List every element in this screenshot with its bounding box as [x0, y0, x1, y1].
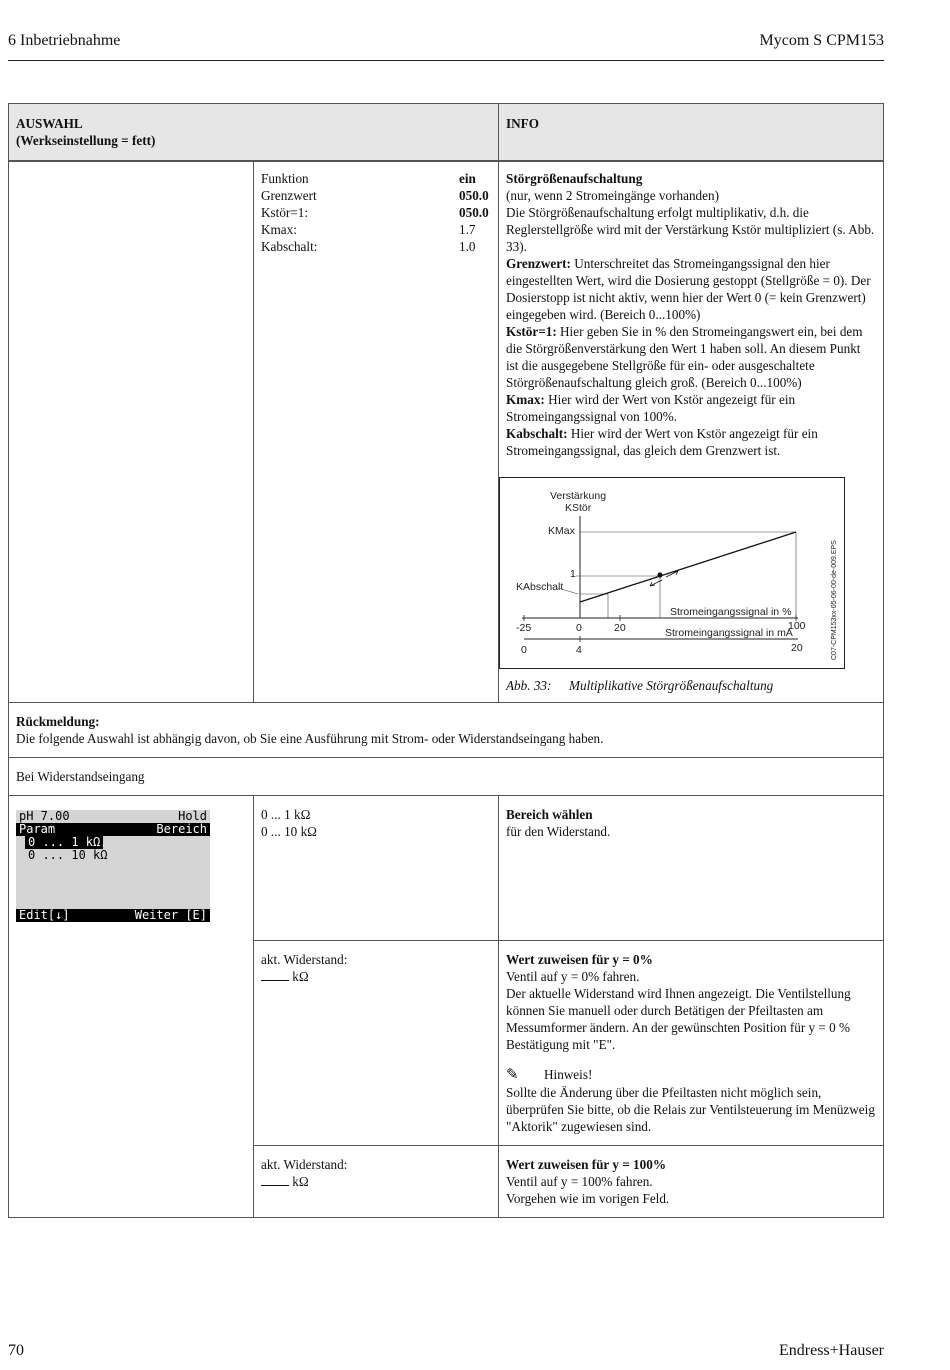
tick-label-ma-0: 0: [521, 644, 527, 656]
figure-diagram: [499, 477, 845, 669]
resistance-value: kΩ: [261, 968, 491, 985]
auswahl-title: AUSWAHL: [16, 116, 83, 131]
info-cell: [499, 796, 884, 941]
section-heading-row: [9, 758, 884, 796]
info-title: Bereich wählen: [506, 807, 593, 822]
note-text: Sollte die Änderung über die Pfeiltasten nicht möglich sein, überprüfen Sie bitte, ob die Relais zur Ventilsteuerung im Menüzweig "Aktorik" zugewiesen sind.: [506, 1085, 875, 1134]
resistance-label: akt. Widerstand:: [261, 952, 348, 967]
lcd-option-selected[interactable]: 0 ... 1 kΩ: [16, 836, 210, 849]
range-option: 0 ... 10 kΩ: [261, 824, 317, 839]
kabschalt-label: KAbschalt: [516, 581, 564, 593]
tick-label-100: 100: [788, 620, 806, 632]
x-label-ma: Stromeingangssignal in mA: [665, 627, 793, 639]
brand-name: Endress+Hauser: [779, 1342, 884, 1359]
y-axis-label-2: KStör: [565, 502, 592, 514]
lcd-display: [16, 810, 210, 922]
x-label-percent: Stromeingangssignal in %: [670, 606, 792, 618]
lcd-next-softkey[interactable]: Weiter [E]: [134, 908, 207, 922]
param-row: Grenzwert 050.0: [261, 188, 489, 203]
info-title: Wert zuweisen für y = 100%: [506, 1157, 667, 1172]
figure-code: C07-CPM153xx-05-06-00-de-009.EPS: [831, 540, 838, 660]
parameter-table: [8, 103, 884, 1218]
info-kmax: Kmax: Hier wird der Wert von Kstör angezeigt für ein Stromeingangssignal von 100%.: [506, 392, 796, 424]
info-subtitle: (nur, wenn 2 Stromeingänge vorhanden): [506, 188, 719, 203]
info-kstor: Kstör=1: Hier geben Sie in % den Stromeingangswert ein, bei dem die Störgrößenverstärkung den Wert 1 haben soll. An diesem Punkt ist die ausgegebene Stellgröße für ein- oder ausgeschaltete Störgrößenaufschaltung gleich groß. (Bereich 0...100%): [506, 324, 863, 390]
feedback-cell: [9, 703, 884, 758]
feedback-text: Die folgende Auswahl ist abhängig davon, ob Sie eine Ausführung mit Strom- oder Widerstandseingang haben.: [16, 731, 604, 746]
info-grenzwert: Grenzwert: Unterschreitet das Stromeingangssignal den hier eingestellten Wert, wird die Dosierung gestoppt (Stellgröße = 0). Der Dosierstopp ist nicht aktiv, wenn hier der Wert 0 (= kein Grenzwert) eingegeben wird. (Bereich 0...100%): [506, 256, 871, 322]
section-title: 6 Inbetriebnahme: [8, 32, 121, 49]
kmax-label: KMax: [548, 525, 575, 537]
info-cell: [499, 1146, 884, 1218]
auswahl-header: [9, 104, 499, 161]
info-cell: [499, 162, 884, 703]
param-list: [254, 162, 499, 703]
tick-label-ma-20: 20: [791, 642, 803, 654]
lcd-status-row: pH 7.00 Hold: [19, 809, 207, 823]
tick-label-m25: -25: [516, 622, 532, 634]
auswahl-subtitle: (Werkseinstellung = fett): [16, 133, 156, 148]
range-option: 0 ... 1 kΩ: [261, 807, 311, 822]
note-heading: ✎ Hinweis!: [506, 1067, 593, 1083]
info-line: Vorgehen wie im vorigen Feld.: [506, 1191, 670, 1206]
feedback-row: [9, 703, 884, 758]
resistance-value: kΩ: [261, 1173, 491, 1190]
section-heading: Bei Widerstandseingang: [9, 758, 884, 796]
info-line: Ventil auf y = 0% fahren.: [506, 969, 640, 984]
info-kabschalt: Kabschalt: Hier wird der Wert von Kstör angezeigt für ein Stromeingangssignal, das gleich dem Grenzwert ist.: [506, 426, 818, 458]
param-row: Kstör=1: 050.0: [261, 205, 489, 220]
info-header: INFO: [499, 104, 884, 161]
resistance-readout: [254, 1146, 499, 1218]
empty-cell: [9, 162, 254, 703]
lcd-cell: [9, 796, 254, 1218]
resistance-readout: [254, 941, 499, 1146]
info-paragraph: Der aktuelle Widerstand wird Ihnen angezeigt. Die Ventilstellung können Sie manuell oder durch Betätigen der Pfeiltasten am Messumformer ändern. An der gewünschten Position für y = 0 % Bestätigung mit "E".: [506, 986, 851, 1052]
tick-label-ma-4: 4: [576, 644, 582, 656]
param-row: Funktion ein: [261, 171, 476, 186]
figure-caption: Abb. 33: Multiplikative Störgrößenaufschaltung: [506, 678, 774, 693]
table-header-row: [9, 104, 884, 161]
value-blank: [261, 1174, 289, 1186]
feedback-title: Rückmeldung:: [16, 714, 100, 729]
info-title: Wert zuweisen für y = 0%: [506, 952, 653, 967]
lcd-edit-softkey[interactable]: Edit[↓]: [19, 908, 70, 922]
lcd-option[interactable]: 0 ... 10 kΩ: [28, 848, 108, 862]
page-number: 70: [8, 1342, 24, 1359]
info-title: Störgrößenaufschaltung: [506, 171, 643, 186]
tick-label-0: 0: [576, 622, 582, 634]
param-row: Kmax: 1.7: [261, 222, 476, 237]
resistance-label: akt. Widerstand:: [261, 1157, 348, 1172]
header-rule: [8, 60, 884, 61]
lcd-title-row: Param Bereich: [16, 823, 210, 836]
table-row: [9, 796, 884, 941]
info-line: Ventil auf y = 100% fahren.: [506, 1174, 653, 1189]
value-blank: [261, 969, 289, 981]
table-row: [9, 162, 884, 703]
y-axis-label-1: Verstärkung: [550, 490, 607, 502]
one-label: 1: [570, 568, 576, 580]
tick-label-20: 20: [614, 622, 626, 634]
info-cell: [499, 941, 884, 1146]
lcd-softkey-row: [16, 909, 210, 922]
param-row: Kabschalt: 1.0: [261, 239, 476, 254]
product-name: Mycom S CPM153: [759, 32, 884, 49]
range-options: [254, 796, 499, 941]
info-paragraph: Die Störgrößenaufschaltung erfolgt multiplikativ, d.h. die Reglerstellgröße wird mit der Verstärkung Kstör multipliziert (s. Abb. 33).: [506, 205, 875, 254]
info-text: für den Widerstand.: [506, 824, 611, 839]
kstor1-point: [657, 572, 662, 577]
note-pencil-icon: ✎: [506, 1067, 519, 1083]
gain-curve: [580, 532, 796, 602]
